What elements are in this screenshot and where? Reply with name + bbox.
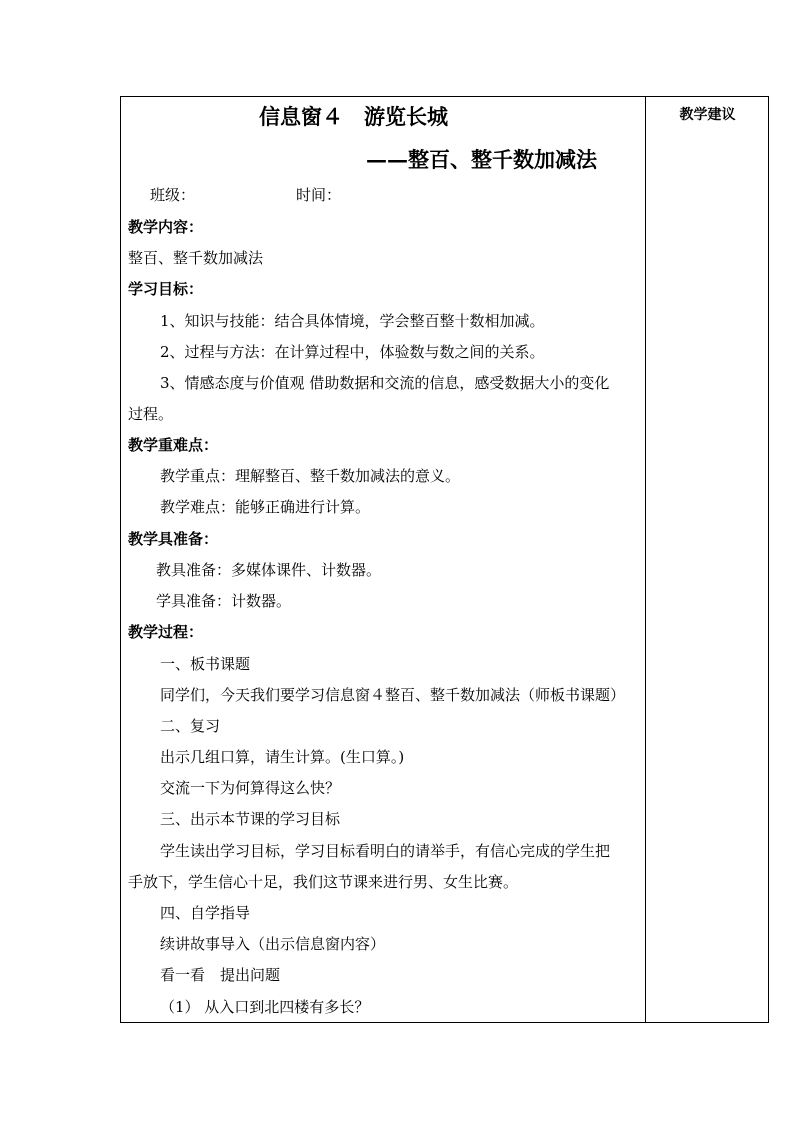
process-step-2-text: 出示几组口算，请生计算。(生口算。) bbox=[160, 748, 405, 766]
content-heading: 教学内容： bbox=[128, 218, 204, 236]
goal-3-continued: 过程。 bbox=[128, 405, 174, 423]
process-step-2: 二、复习 bbox=[160, 717, 221, 735]
process-step-3-text-continued: 手放下，学生信心十足，我们这节课来进行男、女生比赛。 bbox=[128, 873, 519, 891]
process-step-2-question: 交流一下为何算得这么快？ bbox=[160, 779, 341, 797]
goal-2: 2、过程与方法：在计算过程中，体验数与数之间的关系。 bbox=[160, 343, 545, 361]
goal-1: 1、知识与技能：结合具体情境，学会整百整十数相加减。 bbox=[160, 312, 545, 330]
process-step-1-text: 同学们，今天我们要学习信息窗４整百、整千数加减法（师板书课题） bbox=[160, 686, 626, 704]
process-step-3-text: 学生读出学习目标，学习目标看明白的请举手，有信心完成的学生把 bbox=[160, 842, 611, 860]
difficulty-text: 教学难点：能够正确进行计算。 bbox=[160, 498, 371, 516]
time-label: 时间： bbox=[296, 186, 342, 204]
process-step-4: 四、自学指导 bbox=[160, 904, 251, 922]
keypoints-heading: 教学重难点： bbox=[128, 436, 219, 454]
process-heading: 教学过程： bbox=[128, 623, 204, 641]
goals-heading: 学习目标： bbox=[128, 280, 204, 298]
process-step-4-intro: 续讲故事导入（出示信息窗内容） bbox=[160, 935, 386, 953]
goal-3: 3、情感态度与价值观 借助数据和交流的信息，感受数据大小的变化 bbox=[160, 374, 610, 392]
class-label: 班级： bbox=[150, 186, 196, 204]
prep-heading: 教学具准备： bbox=[128, 530, 219, 548]
keypoint-text: 教学重点：理解整百、整千数加减法的意义。 bbox=[160, 467, 461, 485]
lesson-title: 信息窗４ 游览长城 bbox=[259, 104, 448, 129]
student-prep: 学具准备：计数器。 bbox=[156, 592, 292, 610]
column-divider bbox=[645, 96, 646, 1023]
teaching-suggestions-header: 教学建议 bbox=[679, 107, 736, 123]
process-step-4-look: 看一看 提出问题 bbox=[160, 966, 281, 984]
content-text: 整百、整千数加减法 bbox=[128, 249, 264, 267]
process-step-1: 一、板书课题 bbox=[160, 655, 251, 673]
teacher-prep: 教具准备：多媒体课件、计数器。 bbox=[156, 561, 382, 579]
lesson-subtitle: ——整百、整千数加减法 bbox=[366, 147, 597, 172]
process-question-1: （1） 从入口到北四楼有多长？ bbox=[160, 998, 370, 1016]
process-step-3: 三、出示本节课的学习目标 bbox=[160, 810, 341, 828]
